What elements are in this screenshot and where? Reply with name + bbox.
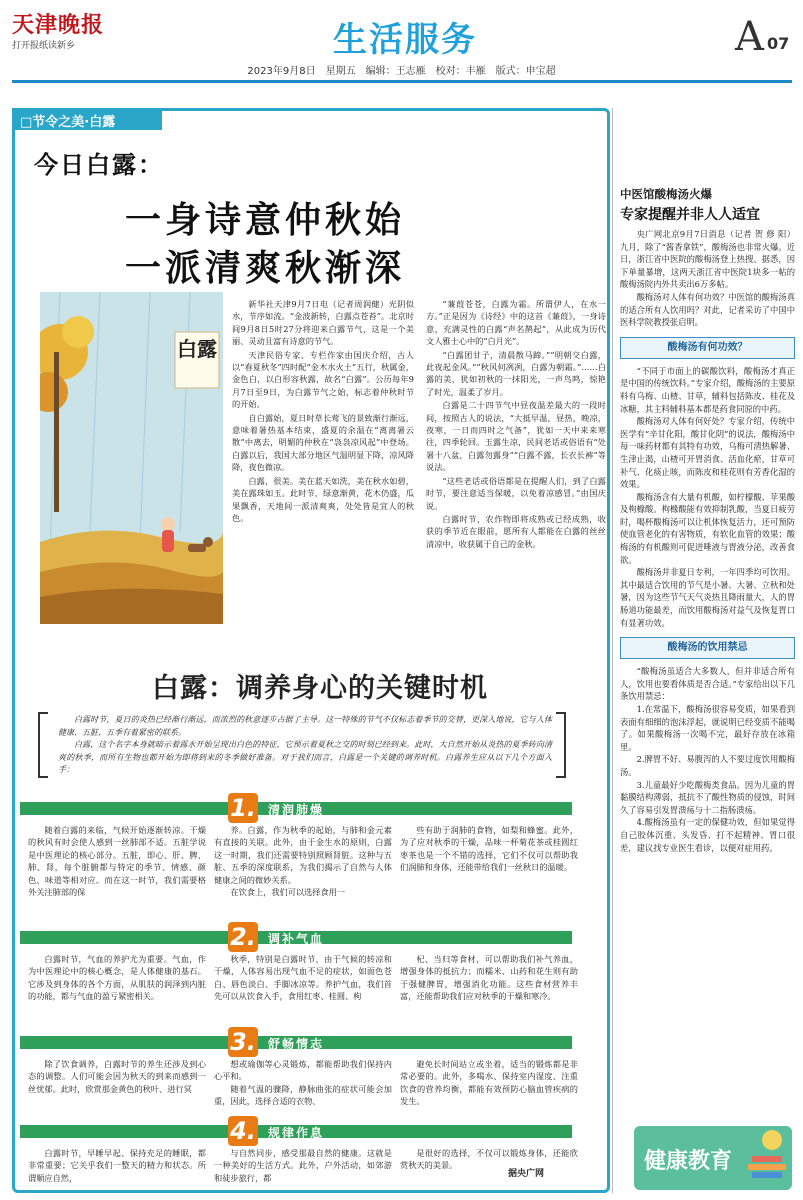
section-4-column-3: [400, 1147, 578, 1172]
masthead-logo: 天津晚报: [12, 12, 105, 38]
section-number-1: 1.: [228, 793, 258, 823]
section-number-3: 3.: [228, 1027, 258, 1057]
paragraph: 4.酸梅汤虽有一定的保健功效，但如果觉得自己胶体沉重、头发昏、打不起精神、胃口很差，建议找专业医生看诊，以便对症用药。: [620, 817, 795, 853]
paragraph: 酸梅汤并非夏日专利，一年四季均可饮用。其中最适合饮用的节气是小暑、大暑、立秋和处暑，因为这些节气天气炎热且降雨量大，人的胃肠道功能最差，而饮用酸梅汤对益气及恢复胃口有显著功效。: [620, 567, 795, 628]
section-title-4: 规律作息: [268, 1126, 325, 1140]
section-number-4: 4.: [228, 1116, 258, 1146]
kicker-label: □节令之美·白露: [12, 108, 162, 130]
section-4-column-1: [28, 1147, 206, 1184]
paragraph: 随着气温的骤降，静脉曲张的症状可能会加重，因此，选择合适的衣物、: [214, 1083, 392, 1107]
section-2-column-3: [400, 953, 578, 1003]
paragraph: 避免长时间站立或坐着，适当的锻炼都是非常必要的。此外，多喝水、保持室内湿度、注重饮食的营养均衡，都能有效预防心脑血管疾病的发生。: [400, 1059, 578, 1107]
section-2-column-1: [28, 953, 206, 1003]
paragraph: 酸梅汤含有大量有机酸，如柠檬酸、苹果酸及枸橼酸。枸橼酸能有效抑制乳酸，当夏日疲劳时，喝杯酸梅汤可以让机体恢复活力，还可预防使血管老化的有害物质，有软化血管的效果；酸梅汤的有机酸则可促进唾液与胃液分泌，改善食欲。: [620, 491, 795, 565]
paragraph: 秋季，特别是白露时节，由于气候的转凉和干燥，人体容易出现气血不足的症状，如面色苍白、唇色淡白、手脚冰凉等。养护气血，我们首先可以从饮食入手，食用红枣、桂圆、枸: [214, 954, 392, 1002]
section-number-2: 2.: [228, 922, 258, 952]
paragraph: “蒹葭苍苍，白露为霜。所谓伊人，在水一方。”正是因为《诗经》中的这首《蒹葭》，一身诗意，充满灵性的白露“声名鹊起”，从此成为历代文人雅士心中的“白月光”。: [426, 299, 606, 347]
paragraph: 白露时节，气血的养护尤为重要。气血，作为中医理论中的核心概念，是人体健康的基石。它涉及到身体的各个方面，从肌肤的润泽到内脏的功能，都与气血的盈亏紧密相关。: [28, 954, 206, 1002]
masthead-slogan: 打开报纸读新乡: [12, 41, 76, 51]
paragraph: 养。白露，作为秋季的起始，与肺和金元素有直接的关联。此外，由于金生水的原则，白露这一时期，我们还需要特别照顾肾脏。这种与五脏、五季的深度联系，为我们揭示了自然与人体健康之间的微妙关系。: [214, 825, 392, 885]
headline-line-2: 一派清爽秋渐深: [125, 248, 406, 289]
section-3-column-1: [28, 1058, 206, 1095]
paragraph: 与自然同步，感受那最自然的健康。这就是一种美好的生活方式。此外，户外活动，如郊游和徒步旅行，都: [214, 1148, 392, 1183]
top-rule: [12, 80, 792, 83]
paragraph: 在饮食上，我们可以选择食用一: [230, 887, 346, 898]
paragraph: 酸梅汤对人体有何功效？中医馆的酸梅汤真的适合所有人饮用吗？对此，记者采访了中国中医科学院教授张启明。: [620, 291, 795, 328]
section-4-column-2: [214, 1147, 392, 1184]
paragraph: “这些老话或俗语都是在提醒人们，到了白露时节，要注意适当保暖，以免着凉感冒。”由国庆说。: [426, 475, 606, 511]
section-1-column-3: [400, 824, 578, 874]
paragraph: 杞、当归等食材，可以帮助我们补气养血，增强身体的抵抗力；而糯米、山药和花生则有助于强健脾胃，增强消化功能。这些食材营养丰富，还能帮助我们应对秋季的干燥和寒冷。: [400, 954, 578, 1002]
paragraph: 些有助于润肺的食物，如梨和蜂蜜。此外，为了应对秋季的干燥，品味一杯菊花茶或桂圆红枣茶也是一个不错的选择，它们不仅可以帮助我们润肺和身体，还能带给我们一丝秋日的温暖。: [400, 825, 578, 873]
paragraph: 1.在常温下，酸梅汤很容易变质，如果看到表面有细细的泡沫浮起，就说明已经变质不能喝了。如果酸梅汤一次喝不完，最好存放在冰箱里。: [620, 704, 795, 752]
headline-prefix: 今日白露：: [34, 150, 164, 179]
right-article-title-1: 中医馆酸梅汤火爆: [620, 187, 712, 201]
source-credit: 据央广网: [508, 1169, 545, 1179]
date-line: 2023年9月8日 星期五 编辑：王志雁 校对：丰雁 版式：申宝超: [247, 66, 556, 77]
intro-bracket-left: [38, 712, 48, 778]
bailu-illustration: [40, 292, 223, 624]
page-letter: A: [735, 14, 764, 60]
paragraph: 白露，很美。美在蓝天如洗，美在秋水如碧，美在露珠如玉。此时节，绿意渐黄，花木仍盛，瓜果飘香，天地间一派清爽爽，处处皆是宜人的秋色。: [232, 475, 414, 523]
paragraph: 随着白露的来临，气候开始逐渐转凉。干燥的秋风有时会使人感到一丝肺部不适。五脏学说是中医理论的核心部分。五脏，即心、肝、脾、肺、肾，每个脏腑都与特定的季节、情感、颜色、味道等相对应。而在这一时节，我们需要格外关注肺部的保: [28, 825, 206, 898]
health-education-badge: [634, 1126, 792, 1190]
paragraph: 3.儿童最好少吃酸梅类食品。因为儿童的胃黏膜结构薄弱，抵抗不了酸性物质的侵蚀，时间久了容易引发胃溃疡与十二指肠溃疡。: [620, 779, 795, 815]
paragraph: 白露时节，农作物即将成熟或已经成熟，收获的季节近在眼前，愿所有人都能在白露的丝丝清凉中，收获属于自己的金秋。: [426, 513, 606, 549]
paragraph: 想或瑜伽等心灵锻炼，都能帮助我们保持内心平和。: [214, 1059, 392, 1082]
paragraph: 除了饮食调养，白露时节的养生还涉及到心态的调整。人们可能会因为秋天的到来而感到一丝忧郁。此时，欣赏那金黄色的秋叶、进行冥: [28, 1059, 206, 1094]
paragraph: 天津民俗专家、专栏作家由国庆介绍，古人以“春夏秋冬”四时配“金木水火土”五行，秋属金，金色白，以白形容秋露，故名“白露”。公历每年9月7日至9日，为白露节气之始，标志着仲秋时节的开始。: [232, 349, 414, 410]
article-column-2: [426, 298, 606, 551]
paragraph: 新华社天津9月7日电（记者周润健）光阴似水，节序如流。“金波新转，白露点苍苔”。北京时间9月8日5时27分将迎来白露节气，这是一个美丽、灵动且富有诗意的节气。: [232, 299, 414, 347]
intro-bracket-right: [556, 712, 566, 778]
page-number: 07: [767, 34, 790, 53]
section-3-column-2: [214, 1058, 392, 1108]
section-title: 生活服务: [333, 20, 477, 60]
illus-char-1: 白露: [177, 337, 217, 361]
paragraph: 白露是二十四节气中昼夜温差最大的一段时间，按照古人的说法，“大抵早温，昼热，晚凉，夜寒，一日而四时之气备”，犹如一天中来来寒往，四季轮回。玉露生凉，民间老话或俗语有“处暑十八盆，白露勿露身”“白露不露，长衣长裤”等说法。: [426, 400, 606, 473]
section-1-column-1: [28, 824, 206, 898]
paragraph: 白露，这个名字本身就暗示着露水开始呈现出白色的特征，它预示着夏秋之交的时刻已经到来。此时，大自然开始从炎热的夏季转向清爽的秋季，而所有生物也都开始为即将到来的冬季做好准备。对于我们而言，白露是一个关键的调养时机。白露养生应从以下几个方面入手：: [58, 740, 552, 774]
paragraph: 白露时节，早睡早起、保持充足的睡眠，都非常重要；它关乎我们一整天的精力和状态。所谓顺应自然，: [28, 1148, 206, 1183]
paragraph: 酸梅汤对人体有何好处？专家介绍，传统中医学有“辛甘化阳，酸甘化阴”的说法，酸梅汤中每一味药材都有其特有功效，乌梅可清热解暑、生津止渴，山楂可开胃消食、活血化瘀，甘草可补气、化痰止咳，而陈皮和桂花则有芳香化湿的效果。: [620, 416, 795, 490]
intro-text: [58, 714, 552, 777]
health-education-label: 健康教育: [644, 1149, 733, 1174]
headline-line-1: 一身诗意仲秋始: [125, 200, 406, 241]
article-column-1: [232, 298, 414, 525]
section-3-column-3: [400, 1058, 578, 1108]
paragraph: 央广网北京9月7日消息（记者 贺 修 阳）九月，除了“酱香拿铁”，酸梅汤也非常火爆。近日，浙江省中医院的酸梅汤登上热搜。据悉，因下单量暴增，这两天浙江省中医院1块多一帖的酸梅汤院内外共卖出6万多帖。: [620, 229, 795, 290]
section-title-2: 调补气血: [268, 932, 325, 946]
right-article-body: [620, 228, 795, 854]
section-2-column-2: [214, 953, 392, 1003]
paragraph: “酸梅汤虽适合大多数人，但并非适合所有人，饮用也要看体质是否合适。”专家给出以下几条饮用禁忌：: [620, 666, 795, 702]
section-subheadline: 白露：调养身心的关键时机: [152, 673, 488, 704]
column-divider: [612, 108, 613, 1193]
right-article-title-2: 专家提醒并非人人适宜: [620, 207, 760, 223]
paragraph: 自白露始，夏日时草长莺飞的景致渐行渐远，意味着暑热基本结束，盛夏的余温在“离离暑云散”中离去，明媚的仲秋在“袅袅凉风起”中登场。白露以后，我国大部分地区气温明显下降，凉风降降，夜色微凉。: [232, 412, 414, 473]
right-subhead-1: 酸梅汤有何功效？: [620, 337, 795, 359]
paragraph: 白露时节，夏日的炎热已经渐行渐远，而浓烈的秋意逐步占据了主导。这一特殊的节气不仅标志着季节的交替，更深入地说，它与人体健康、五脏、五季有着紧密的联系。: [58, 715, 552, 737]
paragraph: 2.脾胃不好、易腹泻的人不要过度饮用酸梅汤。: [620, 754, 795, 777]
paragraph: 是很好的选择，不仅可以锻炼身体，还能欣赏秋天的美景。: [400, 1148, 578, 1171]
section-1-column-2: [214, 824, 392, 898]
section-title-1: 清润肺燥: [268, 803, 325, 817]
section-title-3: 舒畅情志: [268, 1037, 325, 1051]
right-subhead-2: 酸梅汤的饮用禁忌: [620, 637, 795, 659]
paragraph: “不同于市面上的碳酸饮料，酸梅汤才真正是中国的传统饮料。”专家介绍，酸梅汤的主要原料有乌梅、山楂、甘草，辅料包括陈皮、桂花及冰糖，其主料辅料基本都是药食同原的中药。: [620, 365, 795, 414]
paragraph: “白露团甘子，清晨散马蹄。”“明朝交白露，此夜起金风。”“秋风何冽冽，白露为朝霜。”……白露的美，犹如初秋的一抹阳光，一声鸟鸣，惊艳了时光，温柔了岁月。: [426, 349, 606, 397]
